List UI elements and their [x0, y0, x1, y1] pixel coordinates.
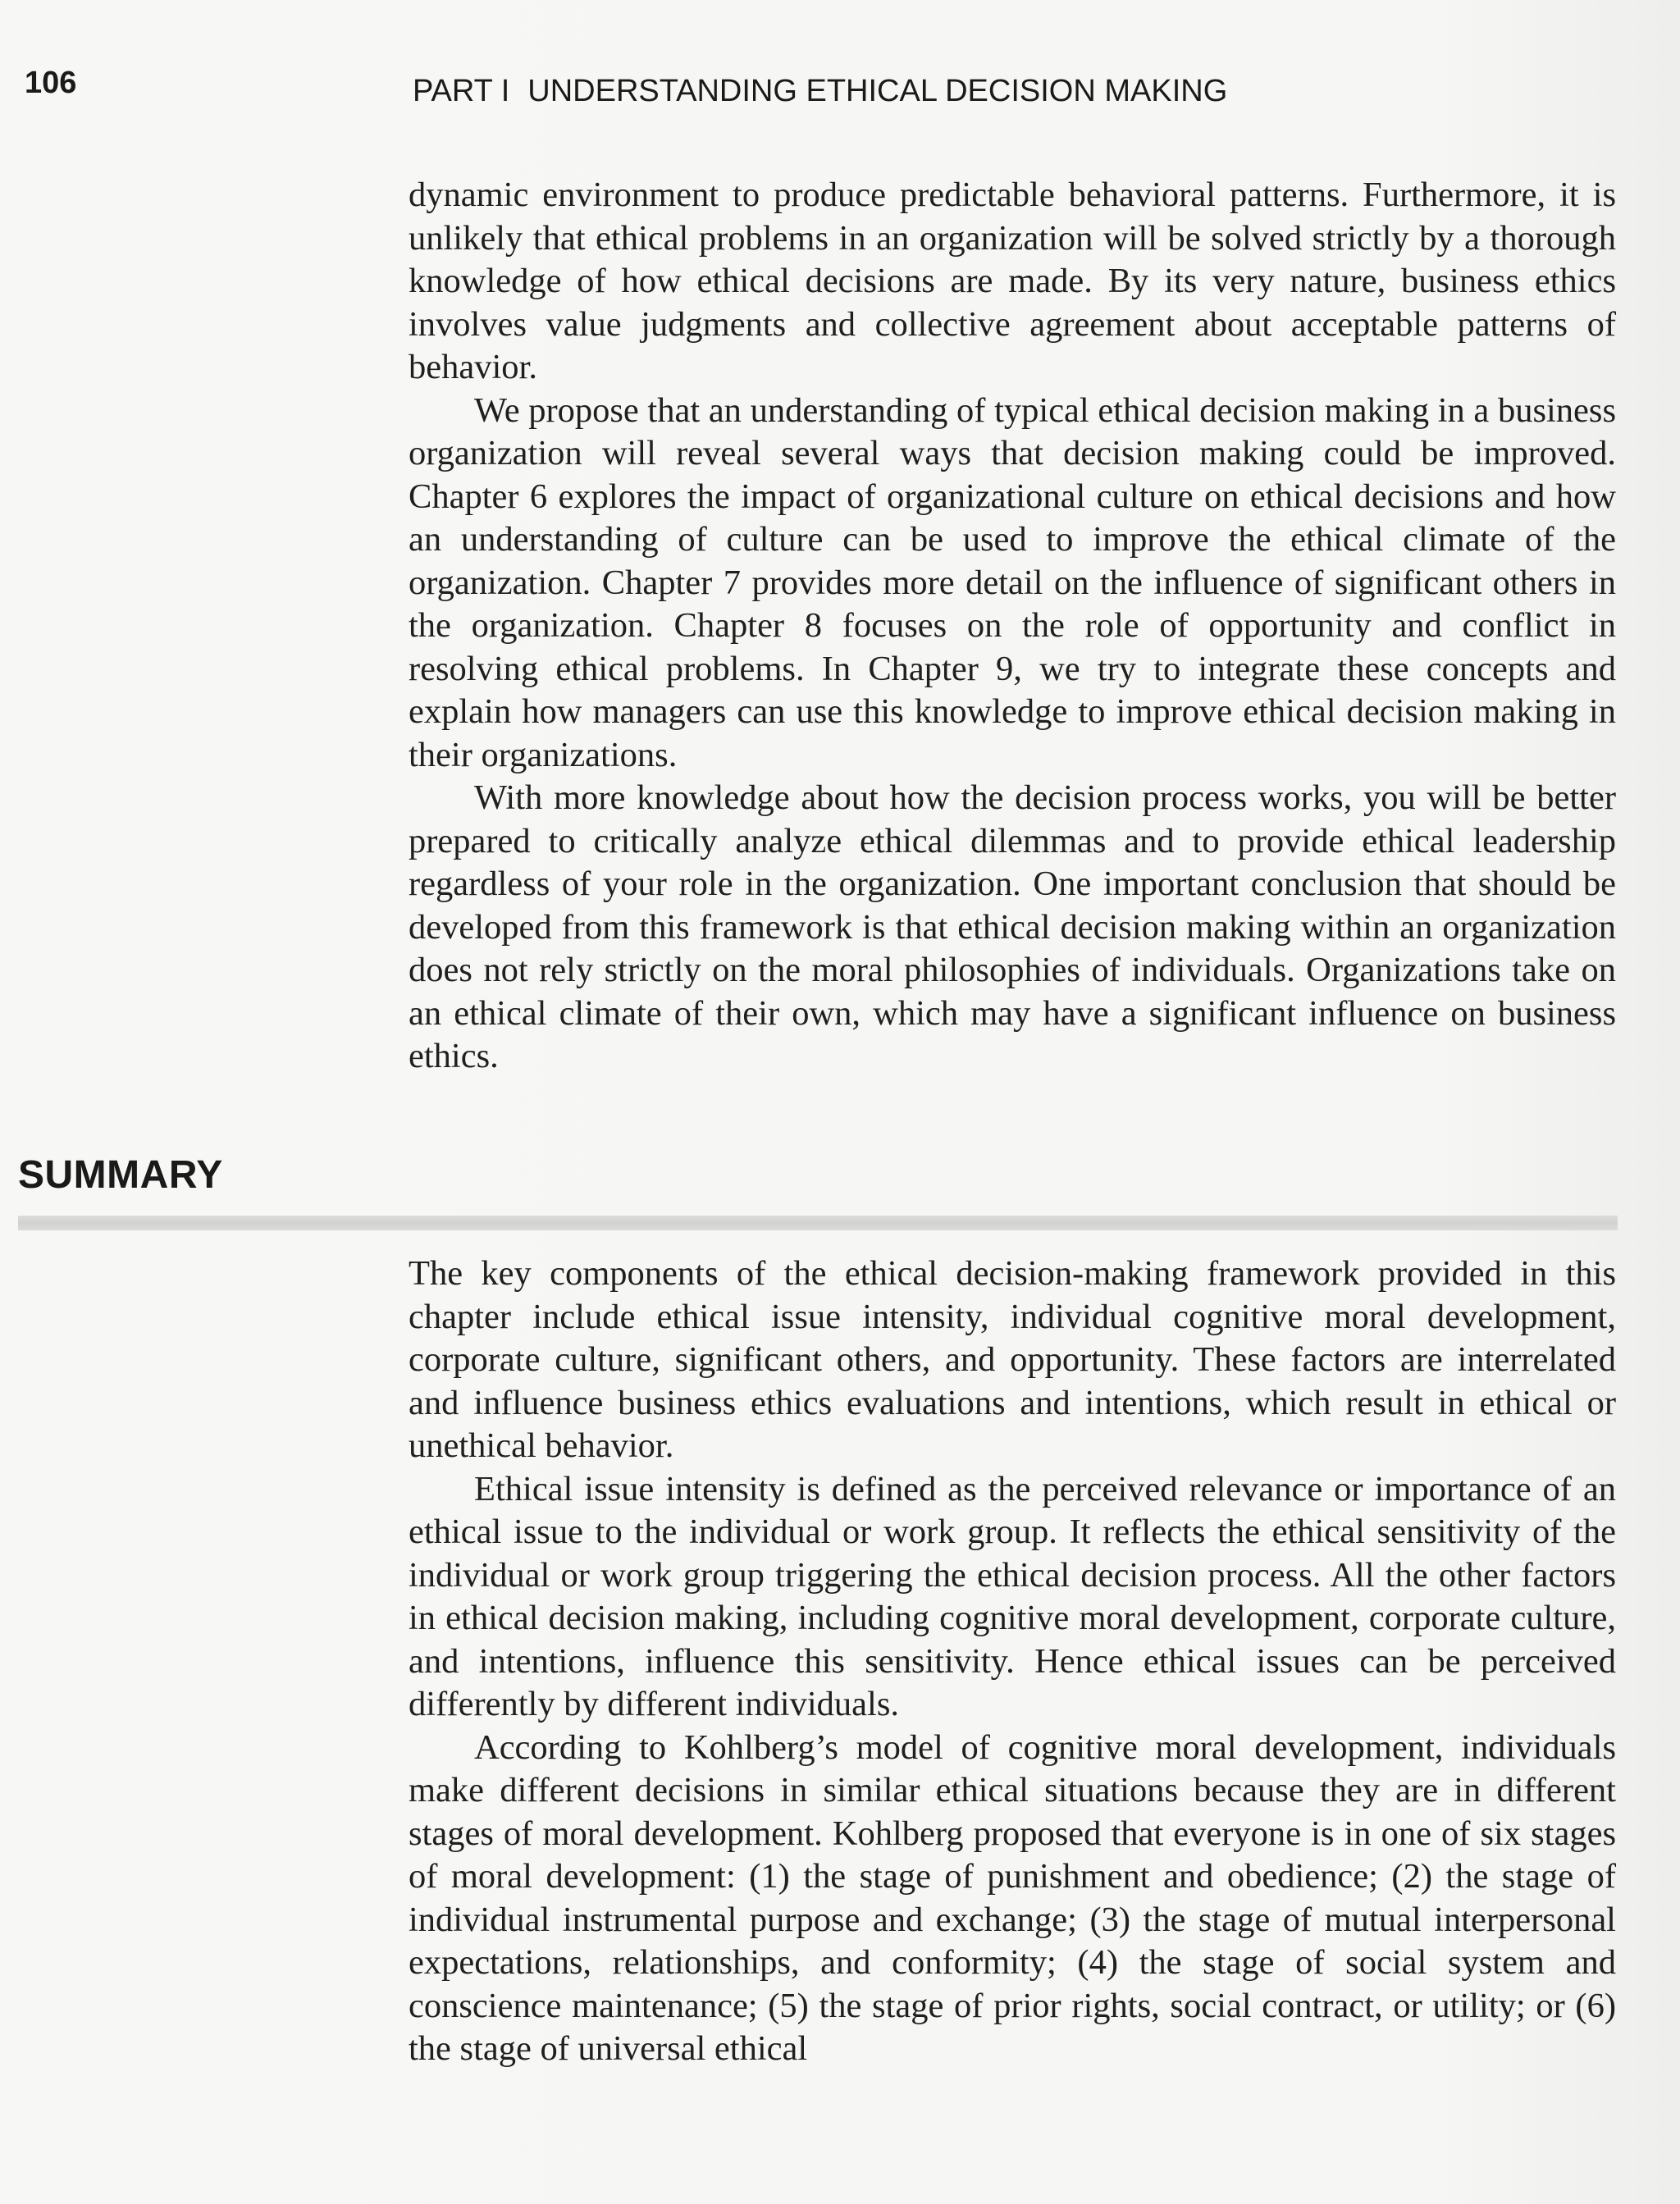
part-label: PART I	[413, 74, 510, 108]
section-heading-summary: SUMMARY	[18, 1153, 223, 1197]
summary-text-block	[409, 1253, 1616, 2071]
intro-text-block	[409, 174, 1616, 1079]
part-title: UNDERSTANDING ETHICAL DECISION MAKING	[527, 74, 1228, 108]
section-divider	[18, 1216, 1618, 1230]
paragraph: With more knowledge about how the decision process works, you will be better prepared to critically analyze ethical dilemmas and to provide ethical leadership regardless of your role in the organization. One important conclusion that should be developed from this framework is that ethical decision making within an organization does not rely strictly on the moral philosophies of individuals. Organizations take on an ethical climate of their own, which may have a significant influence on business ethics.	[409, 778, 1616, 1075]
paragraph: Ethical issue intensity is defined as the perceived relevance or importance of an ethical issue to the individual or work group. It reflects the ethical sensitivity of the individual or work group triggering the ethical decision process. All the other factors in ethical decision making, including cognitive moral development, corporate culture, and intentions, influence this sensitivity. Hence ethical issues can be perceived differently by different individuals.	[409, 1469, 1616, 1723]
paragraph: We propose that an understanding of typical ethical decision making in a business organization will reveal several ways that decision making could be improved. Chapter 6 explores the impact of organizational culture on ethical decisions and how an understanding of culture can be used to improve the ethical climate of the organization. Chapter 7 provides more detail on the influence of significant others in the organization. Chapter 8 focuses on the role of opportunity and conflict in resolving ethical problems. In Chapter 9, we try to integrate these concepts and explain how managers can use this knowledge to improve ethical decision making in their organizations.	[409, 390, 1616, 774]
page-number: 106	[25, 66, 77, 100]
paragraph: According to Kohlberg’s model of cognitive moral development, individuals make different decisions in similar ethical situations because they are in different stages of moral development. Kohlberg proposed that everyone is in one of six stages of moral development: (1) the stage of punishment and obedience; (2) the stage of individual instrumental purpose and exchange; (3) the stage of mutual interpersonal expectations, relationships, and conformity; (4) the stage of social system and conscience maintenance; (5) the stage of prior rights, social contract, or utility; or (6) the stage of universal ethical	[409, 1727, 1616, 2068]
paragraph: dynamic environment to produce predictable behavioral patterns. Furthermore, it is unlikely that ethical problems in an organization will be solved strictly by a thorough knowledge of how ethical decisions are made. By its very nature, business ethics involves value judgments and collective agreement about acceptable patterns of behavior.	[409, 176, 1616, 386]
running-head	[413, 74, 1227, 109]
paragraph: The key components of the ethical decision-making framework provided in this chapter include ethical issue intensity, individual cognitive moral development, corporate culture, significant others, and opportunity. These factors are interrelated and influence business ethics evaluations and intentions, which result in ethical or unethical behavior.	[409, 1254, 1616, 1465]
